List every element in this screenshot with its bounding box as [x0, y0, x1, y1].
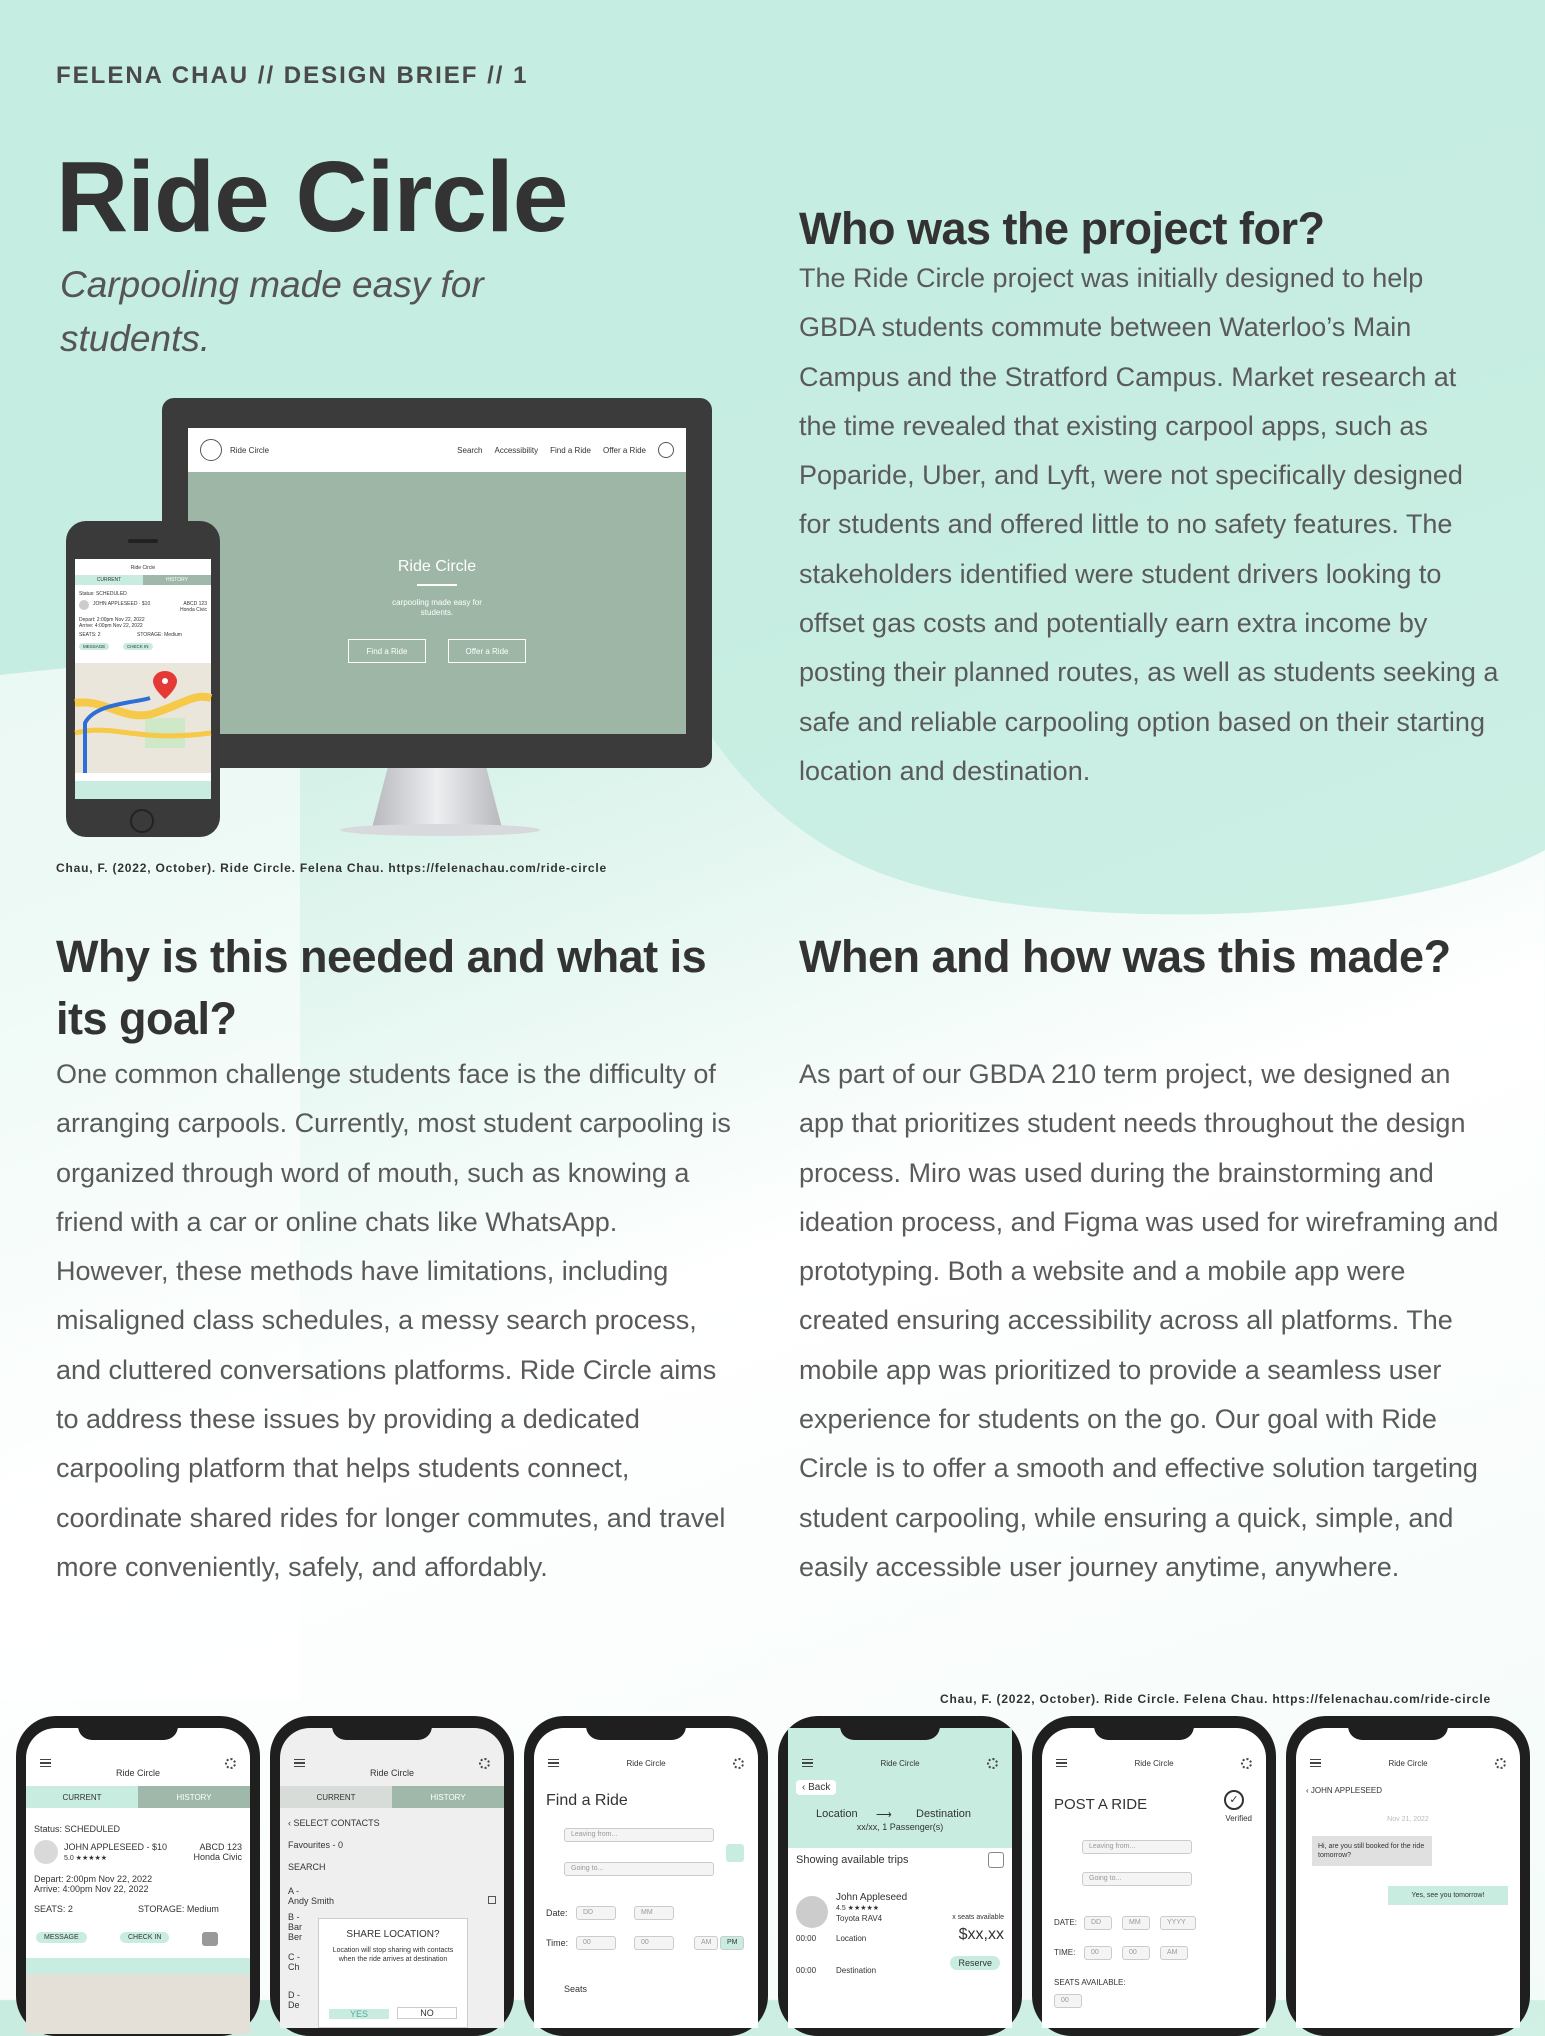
filter-icon[interactable]	[988, 1852, 1004, 1868]
date-mm-select[interactable]: MM	[634, 1906, 674, 1920]
checkbox-icon[interactable]	[488, 1896, 496, 1904]
ride-status: Status: SCHEDULED	[34, 1824, 121, 1834]
storage-info: STORAGE: Medium	[138, 1904, 219, 1914]
body-why: One common challenge students face is the difficulty of arranging carpools. Currently, most student carpooling is organized through word of mouth, such as knowing a friend with a car or online chats like WhatsApp. However, these methods have limitations, including misaligned class schedules, a messy search process, and cluttered conversations platforms. Ride Circle aims to address these issues by providing a dedicated carpooling platform that helps students connect, coordinate shared rides for longer commutes, and travel more conveniently, safely, and affordably.	[56, 1059, 731, 1582]
phone-current-ride	[16, 1716, 260, 2036]
app-title: Ride Circle	[1134, 1758, 1174, 1768]
going-to-input[interactable]: Going to...	[1082, 1872, 1192, 1886]
favourites-label: Favourites - 0	[288, 1840, 344, 1850]
seats-info: SEATS: 2	[79, 632, 101, 638]
gear-icon[interactable]	[225, 1758, 236, 1769]
depart-time: Depart: 2:00pm Nov 22, 2022	[79, 617, 145, 623]
yes-button[interactable]: YES	[329, 2009, 389, 2019]
phone-chat	[1286, 1716, 1530, 2036]
am-toggle[interactable]: AM	[694, 1936, 718, 1950]
app-title: Ride Circle	[880, 1758, 920, 1768]
find-ride-heading: Find a Ride	[546, 1792, 628, 1809]
contact-section-c: C -	[288, 1952, 300, 1962]
outgoing-message: Yes, see you tomorrow!	[1388, 1886, 1508, 1905]
desktop-brand: Ride Circle	[230, 445, 270, 455]
brief-label: FELENA CHAU // DESIGN BRIEF // 1	[56, 62, 529, 89]
no-button[interactable]: NO	[397, 2007, 457, 2019]
car-model: Toyota RAV4	[836, 1914, 883, 1923]
tab-current[interactable]: CURRENT	[280, 1786, 392, 1808]
time-label: Time:	[546, 1938, 569, 1948]
gear-icon[interactable]	[987, 1758, 998, 1769]
tab-history[interactable]: HISTORY	[143, 575, 211, 585]
ride-status: Status: SCHEDULED	[79, 591, 127, 597]
arrow-right-icon: ⟶	[876, 1809, 892, 1821]
gear-icon[interactable]	[733, 1758, 744, 1769]
tab-history[interactable]: HISTORY	[392, 1786, 504, 1808]
date-mm-input[interactable]: MM	[1122, 1916, 1150, 1930]
dialog-title: SHARE LOCATION?	[346, 1929, 440, 1940]
seats-label: Seats	[564, 1984, 588, 1994]
tab-current[interactable]: CURRENT	[75, 575, 143, 585]
message-button[interactable]: MESSAGE	[36, 1932, 87, 1943]
driver-rating: 5.0 ★★★★★	[64, 1855, 108, 1862]
offer-ride-button[interactable]: Offer a Ride	[448, 639, 526, 663]
driver-name: JOHN APPLESEED · $10	[93, 601, 151, 607]
contact-item[interactable]: Andy Smith	[288, 1896, 335, 1906]
verified-check-icon: ✓	[1224, 1790, 1244, 1810]
depart-time: Depart: 2:00pm Nov 22, 2022	[34, 1874, 153, 1884]
leaving-from-input[interactable]: Leaving from...	[1082, 1840, 1192, 1854]
plate: ABCD 123	[199, 1842, 242, 1852]
pm-toggle[interactable]: PM	[720, 1936, 744, 1950]
phone-screen	[534, 1728, 758, 2028]
phone-share-location	[270, 1716, 514, 2036]
gear-icon[interactable]	[1241, 1758, 1252, 1769]
nav-offer-ride[interactable]: Offer a Ride	[603, 445, 646, 455]
heading-why: Why is this needed and what is its goal?	[56, 931, 707, 1044]
phone-post-ride	[1032, 1716, 1276, 2036]
menu-icon[interactable]	[1056, 1759, 1067, 1767]
contact-section-d: D -	[288, 1990, 300, 2000]
time-minute-select[interactable]: 00	[634, 1936, 674, 1950]
contact-item[interactable]: Ber	[288, 1932, 303, 1942]
body-who: The Ride Circle project was initially designed to help GBDA students commute between Waterloo’s Main Campus and the Stratford Campus. Market research at the time revealed that existing carpool apps, such as Poparide, Uber, and Lyft, were not specifically designed for students and offered little to no safety features. The stakeholders identified were student drivers looking to offset gas costs and potentially earn extra income by posting their planned routes, as well as students seeking a safe and reliable carpooling option based on their starting location and destination.	[799, 263, 1499, 786]
phone-notch	[840, 1716, 940, 1740]
citation-top: Chau, F. (2022, October). Ride Circle. Felena Chau. https://felenachau.com/ride-circle	[56, 861, 607, 875]
checkin-button[interactable]: CHECK IN	[120, 1932, 169, 1943]
search-label[interactable]: SEARCH	[288, 1862, 326, 1872]
reserve-button[interactable]: Reserve	[950, 1956, 1000, 1970]
time-hour-select[interactable]: 00	[576, 1936, 616, 1950]
seats-available-label: SEATS AVAILABLE:	[1054, 1978, 1126, 1987]
citation-bottom: Chau, F. (2022, October). Ride Circle. Felena Chau. https://felenachau.com/ride-circle	[940, 1692, 1491, 1706]
time-minute-input[interactable]: 00	[1122, 1946, 1150, 1960]
contact-item[interactable]: Bar	[288, 1922, 303, 1932]
select-contacts[interactable]: ‹ SELECT CONTACTS	[288, 1818, 380, 1828]
nav-search[interactable]: Search	[457, 445, 483, 455]
phone-screen	[280, 1728, 504, 2028]
phone-screen	[1042, 1728, 1266, 2028]
am-toggle[interactable]: AM	[1160, 1946, 1188, 1960]
phone-notch	[1094, 1716, 1194, 1740]
heading-who: Who was the project for?	[799, 203, 1325, 254]
page-title: Ride Circle	[56, 141, 568, 253]
hero-title: Ride Circle	[397, 558, 477, 575]
seats-info: SEATS: 2	[34, 1904, 73, 1914]
car-model: Honda Civic	[193, 1852, 242, 1862]
phone-app-title: Ride Circle	[130, 565, 156, 571]
contact-item[interactable]: De	[288, 2000, 300, 2010]
phone-notch	[78, 1716, 178, 1740]
app-title: Ride Circle	[1388, 1758, 1428, 1768]
nav-accessibility[interactable]: Accessibility	[494, 445, 539, 455]
trip-destination: Destination	[836, 1966, 877, 1975]
avatar	[796, 1896, 828, 1928]
app-title: Ride Circle	[626, 1758, 666, 1768]
route-meta: xx/xx, 1 Passenger(s)	[856, 1822, 944, 1832]
route-from: Location	[816, 1808, 858, 1820]
map-icon	[26, 1974, 250, 2034]
arrive-time: Arrive: 4:00pm Nov 22, 2022	[79, 623, 143, 629]
phone-screen	[788, 1728, 1012, 2028]
seats-available: x seats available	[952, 1914, 1004, 1921]
chat-date: Nov 21, 2022	[1387, 1816, 1429, 1823]
trip-time-2: 00:00	[796, 1966, 817, 1975]
page-subtitle: Carpooling made easy for students.	[60, 264, 484, 359]
date-dd-select[interactable]: DD	[576, 1906, 616, 1920]
checkin-button[interactable]: CHECK IN	[123, 643, 153, 650]
arrive-time: Arrive: 4:00pm Nov 22, 2022	[34, 1884, 149, 1894]
phone-notch	[586, 1716, 686, 1740]
contact-section-b: B -	[288, 1912, 300, 1922]
date-label: Date:	[546, 1908, 568, 1918]
avatar	[34, 1840, 58, 1864]
verified-label: Verified	[1225, 1814, 1252, 1823]
hero-subtitle: carpooling made easy for students.	[392, 598, 482, 617]
gear-icon[interactable]	[1495, 1758, 1506, 1769]
price: $xx,xx	[958, 1926, 1004, 1943]
chat-contact[interactable]: ‹ JOHN APPLESEED	[1306, 1786, 1383, 1795]
gear-icon[interactable]	[479, 1758, 490, 1769]
menu-icon[interactable]	[1310, 1759, 1321, 1767]
phone-available-trips	[778, 1716, 1022, 2036]
plate: ABCD 123	[183, 601, 207, 607]
driver-rating: 4.5 ★★★★★	[836, 1905, 880, 1912]
phone-find-ride	[524, 1716, 768, 2036]
route-to: Destination	[916, 1808, 972, 1820]
share-location-dialog	[318, 1918, 468, 2028]
trip-time-1: 00:00	[796, 1934, 817, 1943]
swap-icon[interactable]	[726, 1844, 744, 1862]
dialog-text: Location will stop sharing with contacts when the ride arrives at destination	[332, 1947, 454, 1963]
tab-history[interactable]: HISTORY	[138, 1786, 250, 1808]
going-to-input[interactable]: Going to...	[564, 1862, 714, 1876]
back-button[interactable]: ‹ Back	[796, 1780, 836, 1795]
find-ride-button[interactable]: Find a Ride	[348, 639, 426, 663]
incoming-message: Hi, are you still booked for the ride tomorrow?	[1312, 1836, 1432, 1866]
trip-location: Location	[836, 1934, 867, 1943]
nav-find-ride[interactable]: Find a Ride	[550, 445, 592, 455]
heading-when: When and how was this made?	[799, 931, 1451, 982]
body-when: As part of our GBDA 210 term project, we designed an app that prioritizes student needs throughout the design process. Miro was used during the brainstorming and ideation process, and Figma was used for wireframing and prototyping. Both a website and a mobile app were created ensuring accessibility across all platforms. The mobile app was prioritized to provide a seamless user experience for students on the go. Our goal with Ride Circle is to offer a smooth and effective solution targeting student carpooling, while ensuring a quick, simple, and easily accessible user journey anytime, anywhere.	[799, 1059, 1499, 1582]
app-title: Ride Circle	[115, 1768, 160, 1778]
phone-screen	[26, 1728, 250, 2028]
date-dd-input[interactable]: DD	[1084, 1916, 1112, 1930]
time-label: TIME:	[1054, 1948, 1076, 1957]
phone-notch	[332, 1716, 432, 1740]
date-label: DATE:	[1054, 1918, 1077, 1927]
date-yyyy-input[interactable]: YYYY	[1160, 1916, 1196, 1930]
app-title: Ride Circle	[369, 1768, 414, 1778]
phone-notch	[1348, 1716, 1448, 1740]
driver-name: John Appleseed	[836, 1892, 908, 1903]
menu-icon[interactable]	[40, 1759, 51, 1767]
time-hour-input[interactable]: 00	[1084, 1946, 1112, 1960]
leaving-from-input[interactable]: Leaving from...	[564, 1828, 714, 1842]
post-ride-heading: POST A RIDE	[1054, 1796, 1148, 1813]
showing-trips-label: Showing available trips	[796, 1854, 909, 1866]
message-button[interactable]: MESSAGE	[79, 643, 109, 650]
share-icon[interactable]	[202, 1932, 218, 1946]
driver-name: JOHN APPLESEED - $10	[64, 1842, 168, 1852]
seats-input[interactable]: 00	[1054, 1994, 1082, 2008]
map-header	[26, 1958, 250, 1974]
contact-section-a: A -	[288, 1886, 300, 1896]
phone-screen	[1296, 1728, 1520, 2028]
menu-icon[interactable]	[548, 1759, 559, 1767]
menu-icon[interactable]	[802, 1759, 813, 1767]
tab-current[interactable]: CURRENT	[26, 1786, 138, 1808]
storage-info: STORAGE: Medium	[137, 632, 182, 638]
contact-item[interactable]: Ch	[288, 1962, 300, 1972]
menu-icon[interactable]	[294, 1759, 305, 1767]
car-model: Honda Civic	[180, 607, 207, 613]
